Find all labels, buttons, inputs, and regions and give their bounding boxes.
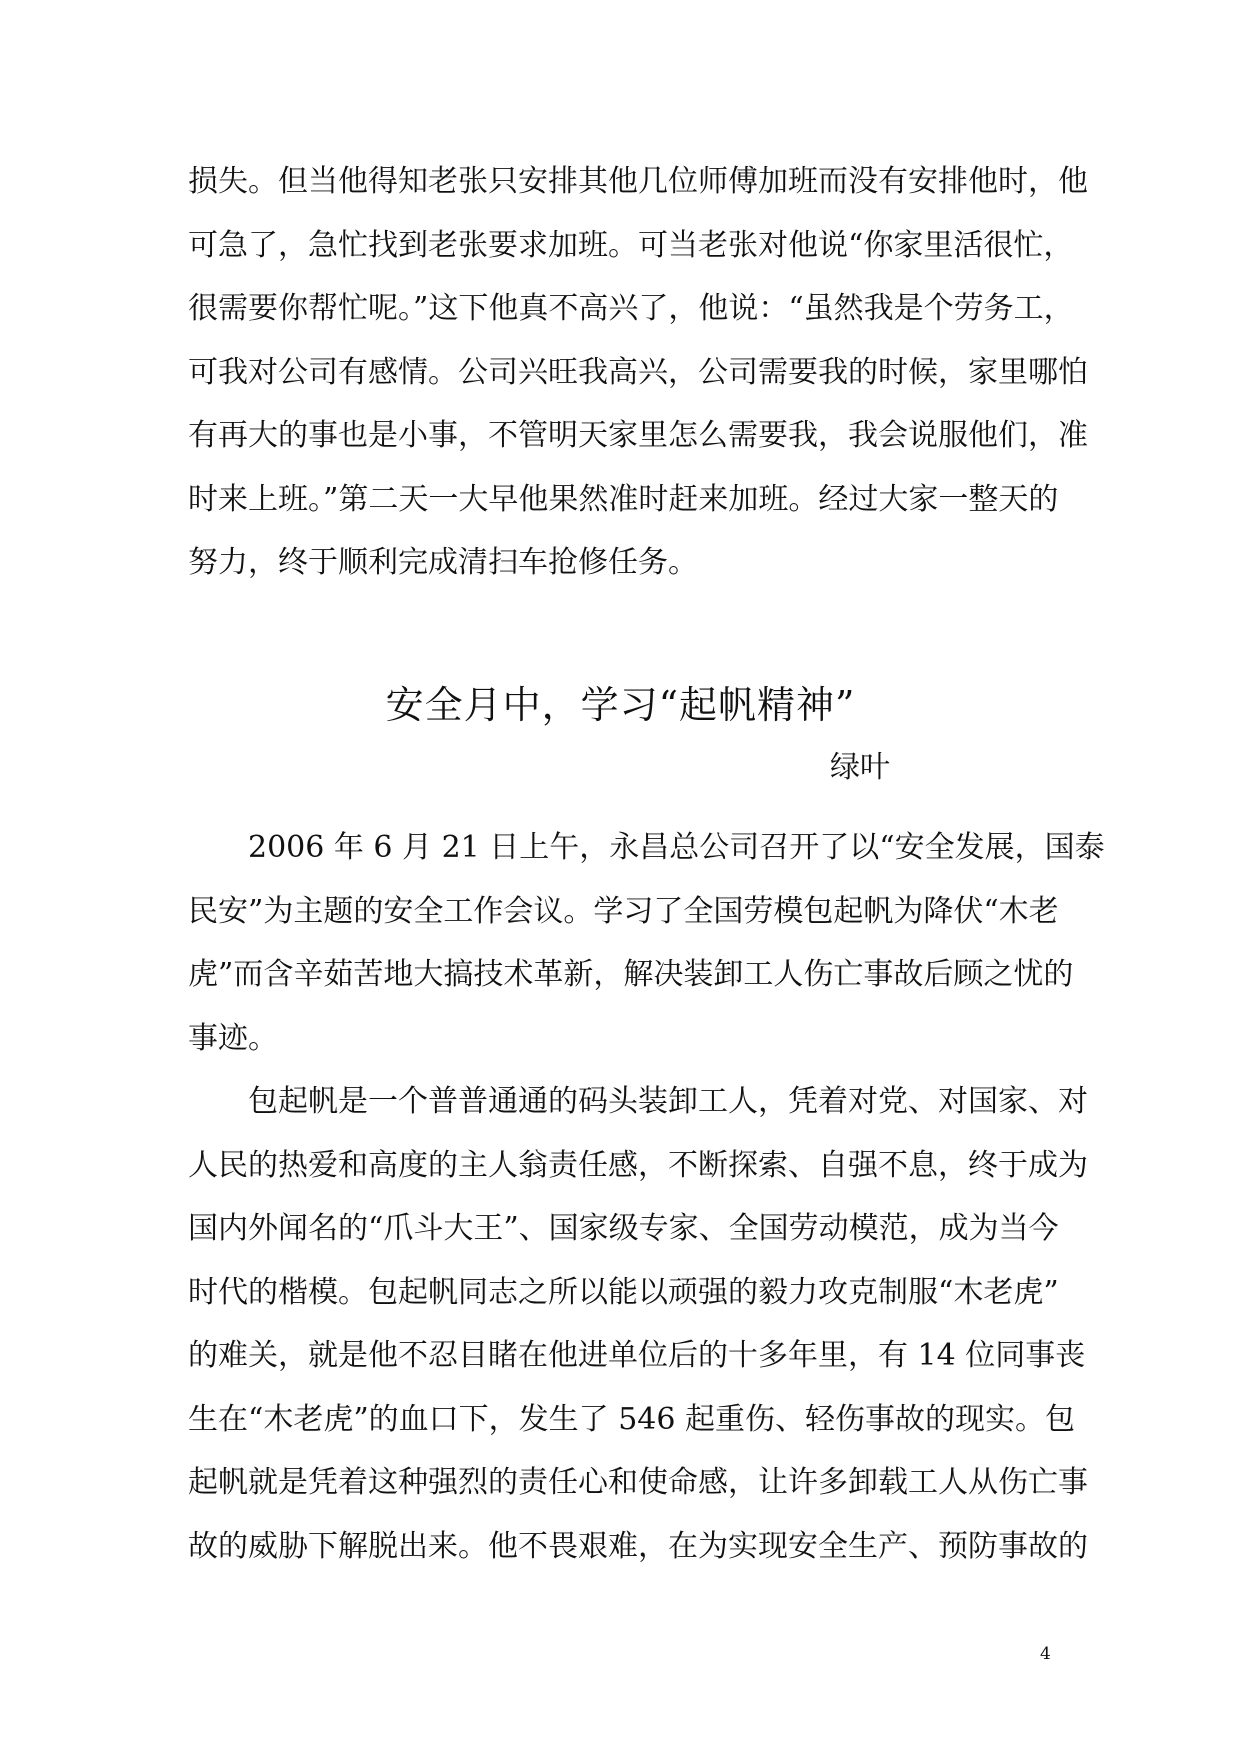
text-line: 2006 年 6 月 21 日上午，永昌总公司召开了以“安全发展，国泰 <box>248 830 1105 865</box>
text-line: 生在“木老虎”的血口下，发生了 546 起重伤、轻伤事故的现实。包 <box>188 1401 1076 1437</box>
text-line: 很需要你帮忙呢。”这下他真不高兴了，他说：“虽然我是个劳务工， <box>188 291 1074 326</box>
text-line: 人民的热爱和高度的主人翁责任感，不断探索、自强不息，终于成为 <box>188 1147 1088 1183</box>
continued-paragraph <box>188 150 1088 595</box>
page-number: 4 <box>1040 1644 1051 1664</box>
article-body <box>188 816 1105 1578</box>
text-line: 事迹。 <box>188 1020 278 1056</box>
text-line: 时来上班。”第二天一大早他果然准时赶来加班。经过大家一整天的 <box>188 481 1059 517</box>
text-line: 包起帆是一个普普通通的码头装卸工人，凭着对党、对国家、对 <box>248 1084 1088 1119</box>
text-line: 民安”为主题的安全工作会议。学习了全国劳模包起帆为降伏“木老 <box>188 893 1059 929</box>
text-line: 的难关，就是他不忍目睹在他进单位后的十多年里，有 14 位同事丧 <box>188 1338 1086 1373</box>
text-line: 虎”而含辛茹苦地大搞技术革新，解决装卸工人伤亡事故后顾之忧的 <box>188 957 1074 992</box>
text-line: 有再大的事也是小事，不管明天家里怎么需要我，我会说服他们，准 <box>188 418 1088 453</box>
text-line: 损失。但当他得知老张只安排其他几位师傅加班而没有安排他时，他 <box>188 164 1088 199</box>
article-title: 安全月中，学习“起帆精神” <box>385 683 856 727</box>
text-line: 故的威胁下解脱出来。他不畏艰难，在为实现安全生产、预防事故的 <box>188 1528 1088 1564</box>
text-line: 时代的楷模。包起帆同志之所以能以顽强的毅力攻克制服“木老虎” <box>188 1274 1059 1310</box>
text-line: 可急了，急忙找到老张要求加班。可当老张对他说“你家里活很忙， <box>188 227 1074 263</box>
paragraph-2 <box>188 1070 1088 1578</box>
text-line: 可我对公司有感情。公司兴旺我高兴，公司需要我的时候，家里哪怕 <box>188 354 1088 390</box>
text-line: 努力，终于顺利完成清扫车抢修任务。 <box>188 545 698 580</box>
text-line: 起帆就是凭着这种强烈的责任心和使命感，让许多卸载工人从伤亡事 <box>188 1465 1088 1500</box>
text-line: 国内外闻名的“爪斗大王”、国家级专家、全国劳动模范，成为当今 <box>188 1211 1059 1246</box>
paragraph-1 <box>188 816 1105 1070</box>
article-author: 绿叶 <box>830 750 890 785</box>
